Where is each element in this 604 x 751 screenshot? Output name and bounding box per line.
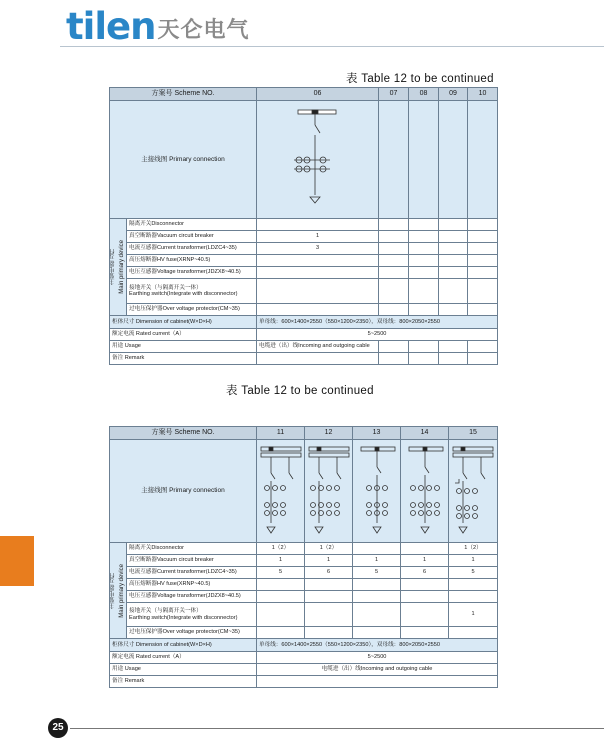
device-value: 1 (257, 231, 379, 243)
device-value (257, 219, 379, 231)
device-value: 1 (449, 555, 498, 567)
dimension-label: 柜体尺寸 Dimension of cabinet(W×D×H) (110, 316, 257, 329)
remark-row (110, 676, 498, 688)
page-number: 25 (48, 718, 68, 738)
table-row (110, 567, 498, 579)
device-value (439, 219, 468, 231)
device-label: 隔离开关Disconnector (127, 219, 257, 231)
table-row (110, 591, 498, 603)
device-value (409, 231, 439, 243)
group-label-cn: 主要电器元件 (110, 249, 117, 285)
device-value: 1 (449, 603, 498, 627)
header-rule (60, 46, 604, 47)
primary-connection-row (110, 440, 498, 543)
scheme-number: 13 (353, 427, 401, 440)
table2-header-row (110, 427, 498, 440)
wiring-diagram (257, 440, 305, 543)
table1-header-row (110, 88, 498, 101)
device-value (468, 304, 498, 316)
device-value (257, 279, 379, 304)
device-value (305, 603, 353, 627)
device-value (401, 591, 449, 603)
device-value (439, 231, 468, 243)
table-row (110, 603, 498, 627)
device-value (257, 627, 305, 639)
device-value: 5 (449, 567, 498, 579)
device-value (379, 255, 409, 267)
device-value (409, 267, 439, 279)
device-value (379, 231, 409, 243)
device-value (468, 267, 498, 279)
rated-current-value: 5~2500 (257, 329, 498, 341)
rated-current-label: 额定电流 Rated current（A） (110, 329, 257, 341)
table-row (110, 231, 498, 243)
wiring-diagram (401, 440, 449, 543)
device-value: 1（2） (449, 543, 498, 555)
device-value (379, 279, 409, 304)
rated-current-row (110, 329, 498, 341)
wiring-diagram-15-icon (451, 443, 497, 539)
brand-chinese: 天仑电气 (157, 17, 250, 42)
device-value: 6 (305, 567, 353, 579)
section-tab (0, 536, 34, 586)
dimension-value: 单母线：600×1400×2550（550×1200×2350），双母线：800×2050×2550 (257, 316, 498, 329)
table-row (110, 219, 498, 231)
wiring-diagram (449, 440, 498, 543)
device-value (257, 591, 305, 603)
scheme-number: 10 (468, 88, 498, 101)
remark-label: 备注 Remark (110, 353, 257, 365)
device-value (257, 255, 379, 267)
primary-connection-label: 主接线图 Primary connection (110, 440, 257, 543)
device-value (257, 267, 379, 279)
brand-latin: tilen (66, 5, 156, 48)
device-value (439, 243, 468, 255)
device-value (409, 255, 439, 267)
scheme-number: 15 (449, 427, 498, 440)
device-label: 高压熔断器HV fuse(XRNP~40.5) (127, 255, 257, 267)
device-value: 3 (257, 243, 379, 255)
scheme-number: 09 (439, 88, 468, 101)
device-label: 真空断路器Vacuum circuit breaker (127, 555, 257, 567)
table-row (110, 555, 498, 567)
table2-title: 表 Table 12 to be continued (226, 385, 374, 397)
device-value (468, 243, 498, 255)
device-label-en: Earthing switch(Integrate with disconnector) (129, 291, 238, 297)
device-value: 1（2） (257, 543, 305, 555)
device-value (439, 267, 468, 279)
scheme-number: 11 (257, 427, 305, 440)
device-value: 5 (257, 567, 305, 579)
wiring-diagram-11-icon (259, 443, 305, 539)
device-label: 过电压保护器Over voltage protector(CM~35) (127, 627, 257, 639)
device-label: 电流互感器Current transformer(LDZC4~35) (127, 243, 257, 255)
usage-value: 电缆进（出）线Incoming and outgoing cable (257, 664, 498, 676)
device-value (439, 279, 468, 304)
dimension-value: 单母线：600×1400×2550（550×1200×2350），双母线：800×2050×2550 (257, 639, 498, 652)
footer-rule (70, 728, 604, 729)
device-label: 高压熔断器HV fuse(XRNP~40.5) (127, 579, 257, 591)
table-row (110, 267, 498, 279)
device-value (468, 255, 498, 267)
usage-label: 用途 Usage (110, 341, 257, 353)
remark-label: 备注 Remark (110, 676, 257, 688)
primary-connection-row (110, 101, 498, 219)
device-value (449, 579, 498, 591)
device-value (257, 579, 305, 591)
main-device-group-label (110, 543, 127, 639)
device-value (305, 591, 353, 603)
main-device-group-label (110, 219, 127, 316)
device-value (353, 591, 401, 603)
table-row (110, 243, 498, 255)
device-value (409, 219, 439, 231)
device-label-cn: 接地开关（与隔离开关一体） (129, 284, 202, 291)
wiring-diagram (305, 440, 353, 543)
scheme-number: 06 (257, 88, 379, 101)
device-value (449, 591, 498, 603)
device-value (353, 579, 401, 591)
wiring-diagram (257, 101, 379, 219)
device-label: 电压互感器Voltage transformer(JDZX8~40.5) (127, 591, 257, 603)
device-value (449, 627, 498, 639)
device-label (127, 279, 257, 304)
device-value (409, 304, 439, 316)
device-label: 隔离开关Disconnector (127, 543, 257, 555)
device-value (439, 255, 468, 267)
usage-value: 电缆进（出）线Incoming and outgoing cable (257, 341, 379, 353)
device-value (401, 603, 449, 627)
wiring-diagram-12-icon (307, 443, 353, 539)
brand-logo (66, 5, 250, 48)
device-value (401, 627, 449, 639)
dimension-label: 柜体尺寸 Dimension of cabinet(W×D×H) (110, 639, 257, 652)
wiring-diagram-06-icon (290, 107, 346, 213)
device-value: 1 (353, 555, 401, 567)
usage-row (110, 664, 498, 676)
device-value (439, 304, 468, 316)
device-value: 1 (401, 555, 449, 567)
device-label: 电压互感器Voltage transformer(JDZX8~40.5) (127, 267, 257, 279)
table2 (109, 426, 498, 688)
device-value: 1 (305, 555, 353, 567)
dimension-row (110, 316, 498, 329)
device-value: 1 (257, 555, 305, 567)
usage-row (110, 341, 498, 353)
device-value (401, 579, 449, 591)
device-value (468, 279, 498, 304)
group-label-cn: 主要电器元件 (110, 572, 117, 609)
device-label-en: Earthing switch(Integrate with disconnector) (129, 614, 238, 621)
rated-current-value: 5~2500 (257, 652, 498, 664)
primary-connection-label: 主接线图 Primary connection (110, 101, 257, 219)
group-label-en: Main primary device (119, 240, 125, 294)
device-value (353, 627, 401, 639)
table-row (110, 279, 498, 304)
device-value (305, 627, 353, 639)
device-value (409, 279, 439, 304)
device-value: 5 (353, 567, 401, 579)
wiring-diagram-14-icon (403, 443, 449, 539)
device-value (353, 603, 401, 627)
device-value (401, 543, 449, 555)
device-value (353, 543, 401, 555)
scheme-no-label: 方案号 Scheme NO. (110, 88, 257, 101)
usage-label: 用途 Usage (110, 664, 257, 676)
group-label-en: Main primary device (119, 563, 125, 618)
device-value: 1（2） (305, 543, 353, 555)
device-value (468, 219, 498, 231)
device-label: 过电压保护器Over voltage protector(CM~35) (127, 304, 257, 316)
table-row (110, 304, 498, 316)
table1-title: 表 Table 12 to be continued (346, 73, 494, 85)
device-value (257, 603, 305, 627)
table1 (109, 87, 498, 365)
table-row (110, 543, 498, 555)
scheme-no-label: 方案号 Scheme NO. (110, 427, 257, 440)
scheme-number: 08 (409, 88, 439, 101)
device-value (305, 579, 353, 591)
device-value: 6 (401, 567, 449, 579)
device-value (257, 304, 379, 316)
table-row (110, 627, 498, 639)
wiring-diagram (353, 440, 401, 543)
device-label: 真空断路器Vacuum circuit breaker (127, 231, 257, 243)
device-label: 电流互感器Current transformer(LDZC4~35) (127, 567, 257, 579)
device-label (127, 603, 257, 627)
device-value (379, 243, 409, 255)
dimension-row (110, 639, 498, 652)
device-value (379, 304, 409, 316)
device-value (379, 219, 409, 231)
device-value (379, 267, 409, 279)
table-row (110, 255, 498, 267)
wiring-diagram-13-icon (355, 443, 401, 539)
remark-row (110, 353, 498, 365)
device-value (409, 243, 439, 255)
scheme-number: 07 (379, 88, 409, 101)
scheme-number: 12 (305, 427, 353, 440)
device-label-cn: 接地开关（与隔离开关一体） (129, 608, 202, 615)
scheme-number: 14 (401, 427, 449, 440)
rated-current-label: 额定电流 Rated current（A） (110, 652, 257, 664)
rated-current-row (110, 652, 498, 664)
table-row (110, 579, 498, 591)
device-value (468, 231, 498, 243)
